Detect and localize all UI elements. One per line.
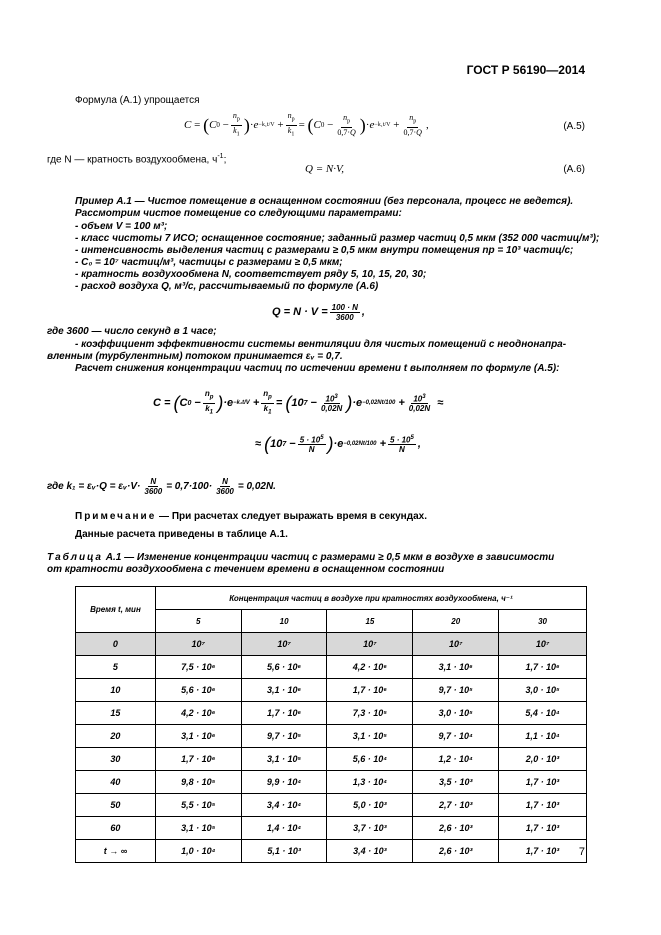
time-cell: 30 — [76, 748, 156, 771]
value-cell: 10⁷ — [499, 633, 587, 656]
value-cell: 2,7 · 10³ — [413, 794, 499, 817]
value-cell: 10⁷ — [241, 633, 327, 656]
param-air-flow: - расход воздуха Q, м³/с, рассчитываемый по формуле (А.6) — [75, 281, 379, 292]
value-cell: 5,1 · 10³ — [241, 840, 327, 863]
document-header: ГОСТ Р 56190—2014 — [466, 63, 585, 77]
value-cell: 2,6 · 10³ — [413, 840, 499, 863]
table-row — [76, 656, 587, 679]
concentration-table — [75, 586, 587, 863]
equation-calc-line-1: C = ( C 0 − $\frac{n_p}{k_1}$ ) ·e −k₁t/V + $\frac{n_p}{k_1}$ = ( 10 7 − $\frac{10^3}{0,02N}$ ) ·e −0,02Nt/100 + $\frac{10^3}{0,02N}$ ≈ — [153, 388, 444, 416]
value-cell: 3,4 · 10⁴ — [241, 794, 327, 817]
value-cell: 3,1 · 10⁶ — [241, 679, 327, 702]
value-cell: 4,2 · 10⁶ — [327, 656, 413, 679]
time-cell: 20 — [76, 725, 156, 748]
value-cell: 3,0 · 10⁵ — [499, 679, 587, 702]
value-cell: 3,1 · 10⁶ — [413, 656, 499, 679]
where-3600: где 3600 — число секунд в 1 часе; — [47, 326, 217, 337]
concentration-header: Концентрация частиц в воздухе при кратностях воздухообмена, ч⁻¹ — [155, 587, 586, 610]
table-title-line-2: от кратности воздухообмена с течением времени в оснащенном состоянии — [47, 564, 445, 575]
value-cell: 10⁷ — [327, 633, 413, 656]
time-header: Время t, мин — [76, 587, 156, 633]
table-row — [76, 771, 587, 794]
value-cell: 4,2 · 10⁶ — [155, 702, 241, 725]
table-row — [76, 748, 587, 771]
value-cell: 1,7 · 10³ — [499, 840, 587, 863]
value-cell: 3,0 · 10⁵ — [413, 702, 499, 725]
efficiency-line-2: вленным (турбулентным) потоком принимается εᵥ = 0,7. — [47, 351, 343, 362]
value-cell: 9,7 · 10⁵ — [413, 679, 499, 702]
value-cell: 9,9 · 10⁴ — [241, 771, 327, 794]
value-cell: 1,7 · 10³ — [499, 817, 587, 840]
param-air-change: - кратность воздухообмена N, соответствует ряду 5, 10, 15, 20, 30; — [75, 269, 427, 280]
value-cell: 3,4 · 10³ — [327, 840, 413, 863]
equation-calc-line-2: ≈ ( 10 7 − $\frac{5 \cdot 10^5}{N}$ ) ·e −0,02Nt/100 + $\frac{5 \cdot 10^5}{N}$ , — [255, 433, 421, 455]
equation-q: Q = N · V = $\frac{100 \cdot N}{3600}$ , — [272, 302, 365, 322]
value-cell: 1,1 · 10⁴ — [499, 725, 587, 748]
value-cell: 3,7 · 10³ — [327, 817, 413, 840]
value-cell: 2,0 · 10³ — [499, 748, 587, 771]
calc-intro: Расчет снижения концентрации частиц по истечении времени t выполняем по формуле (А.5): — [75, 363, 560, 374]
value-cell: 9,7 · 10⁵ — [241, 725, 327, 748]
time-cell: 60 — [76, 817, 156, 840]
time-cell: 15 — [76, 702, 156, 725]
formula-intro: Формула (А.1) упрощается — [75, 95, 200, 106]
value-cell: 5,4 · 10⁴ — [499, 702, 587, 725]
table-row — [76, 633, 587, 656]
time-cell: 50 — [76, 794, 156, 817]
value-cell: 3,1 · 10⁵ — [241, 748, 327, 771]
table-row — [76, 702, 587, 725]
equation-a6: Q = N·V, — [305, 163, 345, 175]
value-cell: 1,3 · 10⁴ — [327, 771, 413, 794]
table-row — [76, 840, 587, 863]
value-cell: 1,2 · 10⁴ — [413, 748, 499, 771]
table-row — [76, 725, 587, 748]
note: Примечание — При расчетах следует выражать время в секундах. — [75, 511, 427, 522]
value-cell: 10⁷ — [413, 633, 499, 656]
value-cell: 1,7 · 10⁶ — [327, 679, 413, 702]
value-cell: 5,5 · 10⁵ — [155, 794, 241, 817]
equation-a6-number: (А.6) — [563, 164, 585, 175]
value-cell: 1,7 · 10³ — [499, 771, 587, 794]
column-header: 15 — [327, 610, 413, 633]
value-cell: 7,5 · 10⁶ — [155, 656, 241, 679]
param-volume: - объем V = 100 м³; — [75, 221, 168, 232]
value-cell: 5,0 · 10³ — [327, 794, 413, 817]
column-header: 30 — [499, 610, 587, 633]
table-row — [76, 817, 587, 840]
value-cell: 5,6 · 10⁶ — [155, 679, 241, 702]
value-cell: 2,6 · 10³ — [413, 817, 499, 840]
example-title: Пример А.1 — Чистое помещение в оснащенном состоянии (без персонала, процесс не ведется). — [75, 196, 574, 207]
time-cell: 0 — [76, 633, 156, 656]
value-cell: 1,7 · 10⁶ — [241, 702, 327, 725]
value-cell: 1,7 · 10³ — [499, 794, 587, 817]
value-cell: 1,0 · 10⁴ — [155, 840, 241, 863]
value-cell: 3,1 · 10⁵ — [155, 817, 241, 840]
value-cell: 1,4 · 10⁴ — [241, 817, 327, 840]
value-cell: 1,7 · 10⁶ — [499, 656, 587, 679]
param-c0: - C₀ = 10⁷ частиц/м³, частицы с размерами ≥ 0,5 мкм; — [75, 257, 343, 268]
value-cell: 9,8 · 10⁵ — [155, 771, 241, 794]
value-cell: 10⁷ — [155, 633, 241, 656]
example-intro: Рассмотрим чистое помещение со следующими параметрами: — [75, 208, 402, 219]
time-cell: 40 — [76, 771, 156, 794]
value-cell: 7,3 · 10⁵ — [327, 702, 413, 725]
value-cell: 1,7 · 10⁶ — [155, 748, 241, 771]
where-k1: где k₁ = εᵥ·Q = εᵥ·V· $\frac{N}{3600}$ = 0,7·100· $\frac{N}{3600}$ = 0,02N. — [47, 476, 276, 496]
table-row — [76, 794, 587, 817]
time-cell: 10 — [76, 679, 156, 702]
time-cell: 5 — [76, 656, 156, 679]
page-number: 7 — [578, 846, 585, 858]
efficiency-line-1: - коэффициент эффективности системы вентиляции для чистых помещений с неоднонапра- — [75, 339, 567, 350]
value-cell: 3,5 · 10³ — [413, 771, 499, 794]
column-header: 20 — [413, 610, 499, 633]
value-cell: 5,6 · 10⁴ — [327, 748, 413, 771]
time-cell: t → ∞ — [76, 840, 156, 863]
table-row — [76, 679, 587, 702]
table-title-line-1: Таблица А.1 — Изменение концентрации частиц с размерами ≥ 0,5 мкм в воздухе в зависимости — [47, 552, 555, 563]
param-intensity: - интенсивность выделения частиц с размерами ≥ 0,5 мкм внутри помещения nр = 10³ частиц/с; — [75, 245, 574, 256]
value-cell: 9,7 · 10⁴ — [413, 725, 499, 748]
value-cell: 5,6 · 10⁶ — [241, 656, 327, 679]
data-given: Данные расчета приведены в таблице А.1. — [75, 529, 288, 540]
value-cell: 3,1 · 10⁶ — [155, 725, 241, 748]
column-header: 5 — [155, 610, 241, 633]
value-cell: 3,1 · 10⁵ — [327, 725, 413, 748]
param-class: - класс чистоты 7 ИСО; оснащенное состояние; заданный размер частиц 0,5 мкм (352 000 частиц/м³); — [75, 233, 600, 244]
equation-a5-number: (А.5) — [563, 121, 585, 132]
where-n-line: где N — кратность воздухообмена, $ч^{-1}$; — [47, 153, 227, 166]
equation-a5: C = ( C 0 − $\frac{n_p}{k_1}$ ) · e −k₁t/V + $\frac{n_p}{k_1}$ = ( C 0 − $\frac{n_p}{0,7\cdot Q}$ ) · e −k₁t/V + $\frac{n_p}{0,7\cdot Q}$ , — [184, 110, 429, 138]
column-header: 10 — [241, 610, 327, 633]
